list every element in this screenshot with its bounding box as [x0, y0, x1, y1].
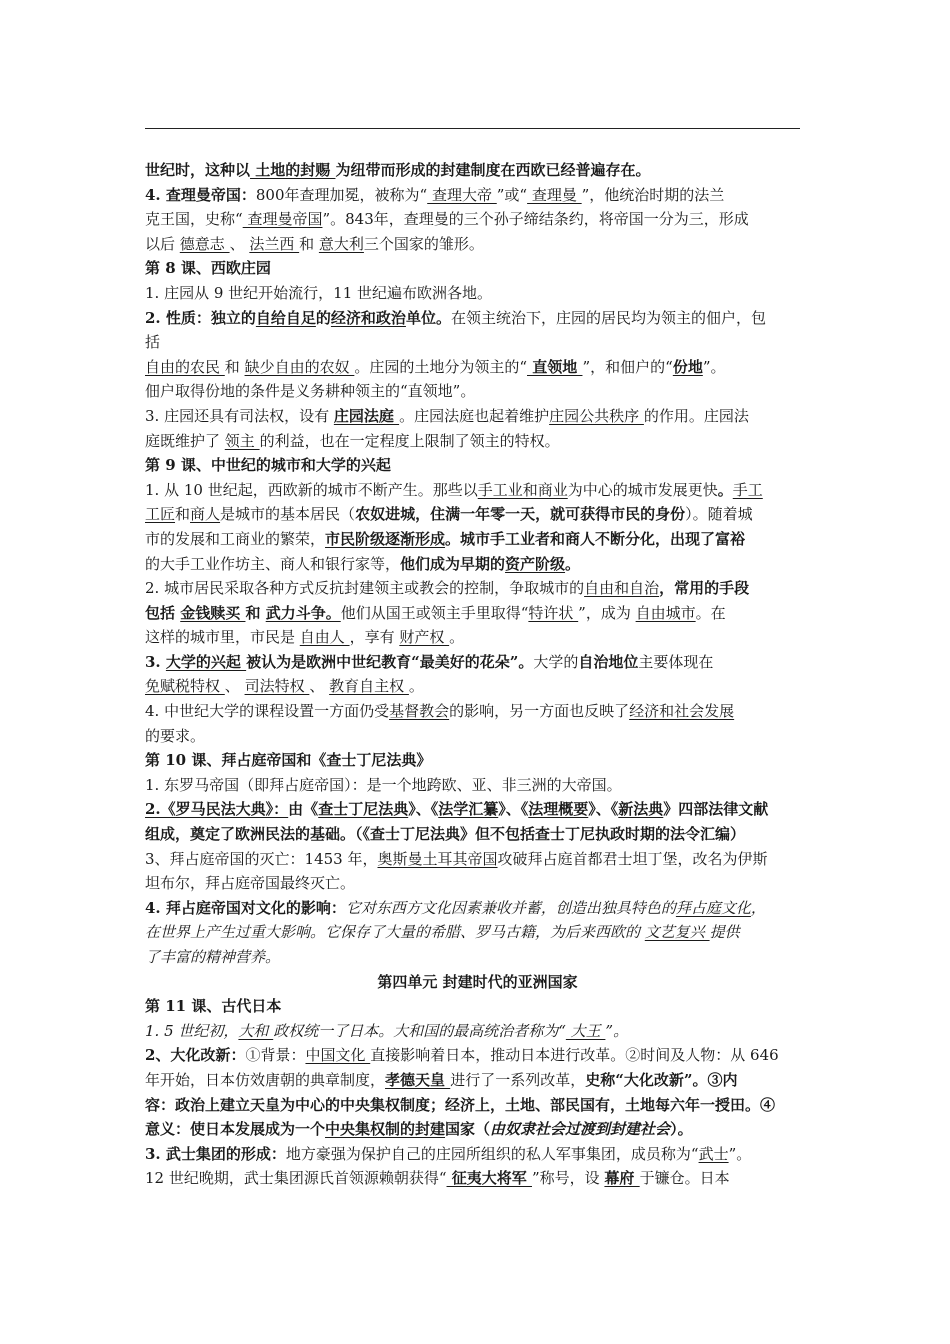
text-segment: 大学的: [533, 652, 579, 671]
text-line: [145, 1068, 810, 1093]
text-line: [145, 404, 810, 429]
text-line: [145, 699, 810, 724]
text-segment: 第 8 课、西欧庄园: [145, 259, 271, 278]
underlined-term: 缺少自由的农奴: [244, 357, 355, 376]
text-segment: 直接影响着日本，推动日本进行改革。②时间及人物：从 646: [370, 1046, 779, 1065]
text-line: [145, 871, 810, 896]
text-segment: 括: [145, 333, 161, 352]
text-segment: 3.: [145, 652, 166, 671]
underlined-term: 资产阶级: [505, 554, 566, 573]
text-segment: 。: [717, 480, 733, 499]
underlined-term: 奥斯曼土耳其帝国: [377, 849, 498, 868]
text-line: [145, 625, 810, 650]
underlined-term: 文艺复兴: [644, 923, 710, 942]
text-segment: 他们成为早期的: [400, 554, 506, 573]
text-line: [145, 330, 810, 355]
underlined-term: 免赋税特权: [145, 677, 225, 696]
text-line: [145, 256, 810, 281]
text-segment: 史称“大化改新”。③内: [585, 1070, 738, 1089]
text-segment: 4. 查理曼帝国：: [145, 185, 256, 204]
underlined-term: 自给自足: [255, 308, 316, 327]
text-segment: 3. 庄园还具有司法权，设有: [145, 406, 334, 425]
underlined-term: 孝德天皇: [385, 1070, 451, 1089]
text-segment: 第 9 课、中世纪的城市和大学的兴起: [145, 456, 391, 475]
text-segment: 攻破拜占庭首都君士坦丁堡，改名为伊斯: [497, 849, 768, 868]
text-segment: ”，和佃户的“: [582, 357, 673, 376]
text-segment: ”。843年，查理曼的三个孙子缔结条约，将帝国一分为三，形成: [322, 210, 749, 229]
text-segment: ）。: [670, 1120, 693, 1139]
text-line: [145, 601, 810, 626]
underlined-term: 直领地: [527, 357, 583, 376]
text-segment: 1. 从 10 世纪起，西欧新的城市不断产生。那些以: [145, 480, 478, 499]
text-segment: 2. 性质：独立的: [145, 308, 256, 327]
text-segment: 在世界上产生过重大影响。它保存了大量的希腊、罗马古籍，为后来西欧的: [145, 923, 645, 942]
text-segment: 和: [224, 357, 245, 376]
text-line: [145, 945, 810, 970]
underlined-term: 基督教会: [389, 702, 450, 721]
text-line: [145, 773, 810, 798]
text-segment: 和: [299, 234, 319, 253]
underlined-term: 武士: [698, 1144, 729, 1163]
text-segment: 主要体现在: [638, 652, 714, 671]
text-segment: 的作用。庄园法: [643, 406, 749, 425]
text-line: [145, 1019, 810, 1044]
text-segment: ”或“: [496, 185, 528, 204]
text-segment: 包括: [145, 603, 181, 622]
text-line: [145, 724, 810, 749]
text-segment: 克王国，史称“: [145, 210, 243, 229]
text-segment: ”。: [605, 1021, 629, 1040]
underlined-term: 工匠: [145, 505, 176, 524]
underlined-term: 查理曼: [527, 185, 582, 204]
text-line: [145, 207, 810, 232]
text-segment: 》、《: [498, 800, 529, 819]
text-segment: 第 10 课、拜占庭帝国和《查士丁尼法典》: [145, 751, 432, 770]
text-line: [145, 281, 810, 306]
text-segment: 、: [224, 677, 245, 696]
underlined-term: 大和: [238, 1021, 274, 1040]
text-segment: ①背景：: [245, 1046, 306, 1065]
text-segment: 地方豪强为保护自己的庄园所组织的私人军事集团，成员称为“: [285, 1144, 699, 1163]
text-segment: 为纽带而形成的封建制度在西欧已经普遍存在。: [335, 161, 651, 179]
text-segment: ”，他统治时期的法兰: [581, 185, 725, 204]
text-line: [145, 158, 810, 183]
text-line: [145, 896, 810, 921]
underlined-term: 司法特权: [244, 677, 310, 696]
text-segment: ，常用的手段: [659, 579, 750, 598]
text-line: [145, 674, 810, 699]
text-segment: 由奴隶社会过渡到封建社会: [490, 1120, 671, 1139]
text-line: [145, 355, 810, 380]
text-line: [145, 920, 810, 945]
underlined-term: 财产权: [399, 628, 450, 647]
text-segment: 了丰富的精神营养。: [145, 948, 281, 966]
text-line: [145, 232, 810, 257]
text-segment: 市的发展和工商业的繁荣，: [145, 529, 326, 548]
underlined-term: 金钱赎买: [180, 603, 246, 622]
text-segment: ”，成为: [578, 603, 636, 622]
text-segment: 的大手工业作坊主、商人和银行家等，: [145, 554, 401, 573]
text-segment: 是城市的基本居民（: [220, 505, 356, 524]
text-segment: 。在: [695, 603, 726, 622]
underlined-term: 德意志: [179, 234, 230, 253]
text-segment: ，享有: [349, 628, 400, 647]
text-segment: 的利益，也在一定程度上限制了领主的特权。: [259, 431, 560, 450]
text-segment: 政权统一了日本。大和国的最高统治者称为“: [273, 1021, 566, 1040]
text-line: [145, 970, 810, 995]
underlined-term: 征夷大将军: [446, 1169, 532, 1188]
text-line: [145, 478, 810, 503]
text-segment: 三个国家的雏形。: [363, 234, 484, 253]
text-segment: 的: [315, 308, 331, 327]
text-segment: 以后: [145, 234, 180, 253]
underlined-term: 拜占庭文化: [675, 898, 751, 917]
underlined-term: 查理曼帝国: [242, 210, 323, 229]
text-segment: 的要求。: [145, 726, 206, 745]
text-segment: ）。随着城: [685, 505, 753, 524]
text-line: [145, 650, 810, 675]
underlined-term: 市民阶级逐渐形成: [325, 529, 446, 548]
text-segment: 4. 拜占庭帝国对文化的影响：: [145, 898, 346, 917]
underlined-term: 领主: [224, 431, 260, 450]
text-segment: 2、大化改新：: [145, 1046, 246, 1065]
underlined-term: 份地: [672, 357, 703, 376]
text-line: [145, 1043, 810, 1068]
underlined-term: 经济和政治: [330, 308, 406, 327]
text-segment: 进行了一系列改革，: [450, 1070, 586, 1089]
text-line: [145, 306, 810, 331]
underlined-term: 自由的农民: [145, 357, 225, 376]
text-line: [145, 552, 810, 577]
text-line: [145, 994, 810, 1019]
text-segment: 被认为是欧洲中世纪教育“最美好的花朵”。: [246, 652, 534, 671]
text-segment: 和: [245, 603, 266, 622]
underlined-term: 大王: [565, 1021, 606, 1040]
text-segment: 的影响，另一方面也反映了: [449, 702, 630, 721]
text-segment: ”。: [702, 357, 726, 376]
text-line: [145, 797, 810, 822]
underlined-term: 特许状: [528, 603, 579, 622]
underlined-term: 2.《罗马民法大典》：: [145, 800, 289, 819]
text-segment: 4. 中世纪大学的课程设置一方面仍受: [145, 702, 390, 721]
underlined-term: 查士丁尼法典: [318, 800, 409, 819]
underlined-term: 自由和自治: [584, 579, 660, 598]
text-line: [145, 527, 810, 552]
underlined-term: 法兰西: [249, 234, 300, 253]
underlined-term: 自由城市: [635, 603, 696, 622]
text-line: [145, 502, 810, 527]
document-body: [145, 158, 810, 1191]
text-segment: 为中心的城市发展更快: [567, 480, 718, 499]
text-segment: 。: [408, 677, 424, 696]
text-segment: 组成，奠定了欧洲民法的基础。（《查士丁尼法典》但不包括查士丁尼执政时期的法令汇编）: [145, 825, 746, 844]
text-segment: 庭既维护了: [145, 431, 225, 450]
text-segment: 他们从国王或领主手里取得“: [340, 603, 529, 622]
underlined-term: 土地的封赐: [250, 161, 336, 179]
text-segment: ”称号，设: [531, 1169, 605, 1188]
text-line: [145, 453, 810, 478]
header-rule: [145, 128, 800, 129]
text-segment: 。: [565, 554, 581, 573]
text-segment: 。庄园法庭也起着维护: [399, 406, 550, 425]
text-segment: 、: [309, 677, 330, 696]
text-line: [145, 822, 810, 847]
text-segment: 3、拜占庭帝国的灭亡：1453 年，: [145, 849, 378, 868]
text-line: [145, 847, 810, 872]
text-line: [145, 576, 810, 601]
text-segment: 800年查理加冕，被称为“: [255, 185, 428, 204]
text-line: [145, 1166, 810, 1191]
text-line: [145, 1093, 810, 1118]
text-segment: 》、《: [408, 800, 439, 819]
text-segment: 。城市手工业者和商人不断分化，出现了富裕: [445, 529, 746, 548]
underlined-term: 武力斗争。: [265, 603, 341, 622]
text-segment: 3. 武士集团的形成：: [145, 1144, 286, 1163]
text-line: [145, 183, 810, 208]
text-segment: 提供: [709, 923, 740, 942]
text-segment: 世纪时，这种以: [145, 161, 251, 179]
underlined-term: 法理概要: [528, 800, 589, 819]
text-segment: 佃户取得份地的条件是义务耕种领主的“直领地”。: [145, 382, 476, 401]
text-segment: 2. 城市居民采取各种方式反抗封建领主或教会的控制，争取城市的: [145, 579, 585, 598]
text-segment: 1. 东罗马帝国（即拜占庭帝国）：是一个地跨欧、亚、非三洲的大帝国。: [145, 775, 622, 794]
text-segment: 12 世纪晚期，武士集团源氏首领源赖朝获得“: [145, 1169, 447, 1188]
text-segment: 第 11 课、古代日本: [145, 997, 282, 1016]
text-segment: 。: [449, 628, 465, 647]
text-segment: 由《: [288, 800, 319, 819]
underlined-term: 意大利: [318, 234, 364, 253]
underlined-term: 商人: [190, 505, 221, 524]
underlined-term: 庄园法庭: [333, 406, 400, 425]
underlined-term: 新法典: [618, 800, 664, 819]
text-line: [145, 1142, 810, 1167]
text-segment: 农奴进城，住满一年零一天，就可获得市民的身份: [355, 505, 686, 524]
text-segment: 国家（: [445, 1120, 491, 1139]
underlined-term: 手工业和商业: [477, 480, 568, 499]
underlined-term: 查理大帝: [427, 185, 497, 204]
text-segment: 这样的城市里，市民是: [145, 628, 300, 647]
underlined-term: 自由人: [299, 628, 350, 647]
text-segment: 于镰仓。日本: [639, 1169, 730, 1188]
text-segment: 它对东西方文化因素兼收并蓄，创造出独具特色的: [345, 898, 676, 917]
text-segment: 坦布尔，拜占庭帝国最终灭亡。: [145, 874, 356, 893]
text-segment: 和: [175, 505, 191, 524]
underlined-term: 中国文化: [305, 1046, 371, 1065]
text-line: [145, 1117, 810, 1142]
text-segment: 容：政治上建立天皇为中心的中央集权制度；经济上，土地、部民国有，土地每六年一授田。④: [145, 1095, 776, 1114]
text-segment: 》四部法律文献: [663, 800, 769, 819]
text-segment: 1. 庄园从 9 世纪开始流行，11 世纪遍布欧洲各地。: [145, 283, 493, 302]
underlined-term: 庄园公共秩序: [549, 406, 644, 425]
text-segment: 意义：使日本发展成为一个: [145, 1120, 326, 1139]
text-segment: 、: [229, 234, 250, 253]
text-line: [145, 379, 810, 404]
text-segment: ”。: [728, 1144, 752, 1163]
text-segment: 第四单元 封建时代的亚洲国家: [377, 972, 578, 991]
text-segment: 1. 5 世纪初，: [145, 1021, 239, 1040]
text-line: [145, 748, 810, 773]
text-segment: 单位。: [405, 308, 451, 327]
text-segment: 自治地位: [578, 652, 639, 671]
underlined-term: 教育自主权: [329, 677, 409, 696]
underlined-term: 中央集权制的封建: [325, 1120, 446, 1139]
text-line: [145, 429, 810, 454]
text-segment: 。庄园的土地分为领主的“: [354, 357, 528, 376]
underlined-term: 手工: [732, 480, 763, 499]
underlined-term: 幕府: [604, 1169, 640, 1188]
text-segment: 》、《: [588, 800, 619, 819]
underlined-term: 经济和社会发展: [629, 702, 735, 721]
underlined-term: 法学汇纂: [438, 800, 499, 819]
underlined-term: 大学的兴起: [165, 652, 247, 671]
text-segment: ，: [750, 898, 766, 917]
text-segment: 在领主统治下，庄园的居民均为领主的佃户，包: [450, 308, 766, 327]
text-segment: 年开始，日本仿效唐朝的典章制度，: [145, 1070, 386, 1089]
